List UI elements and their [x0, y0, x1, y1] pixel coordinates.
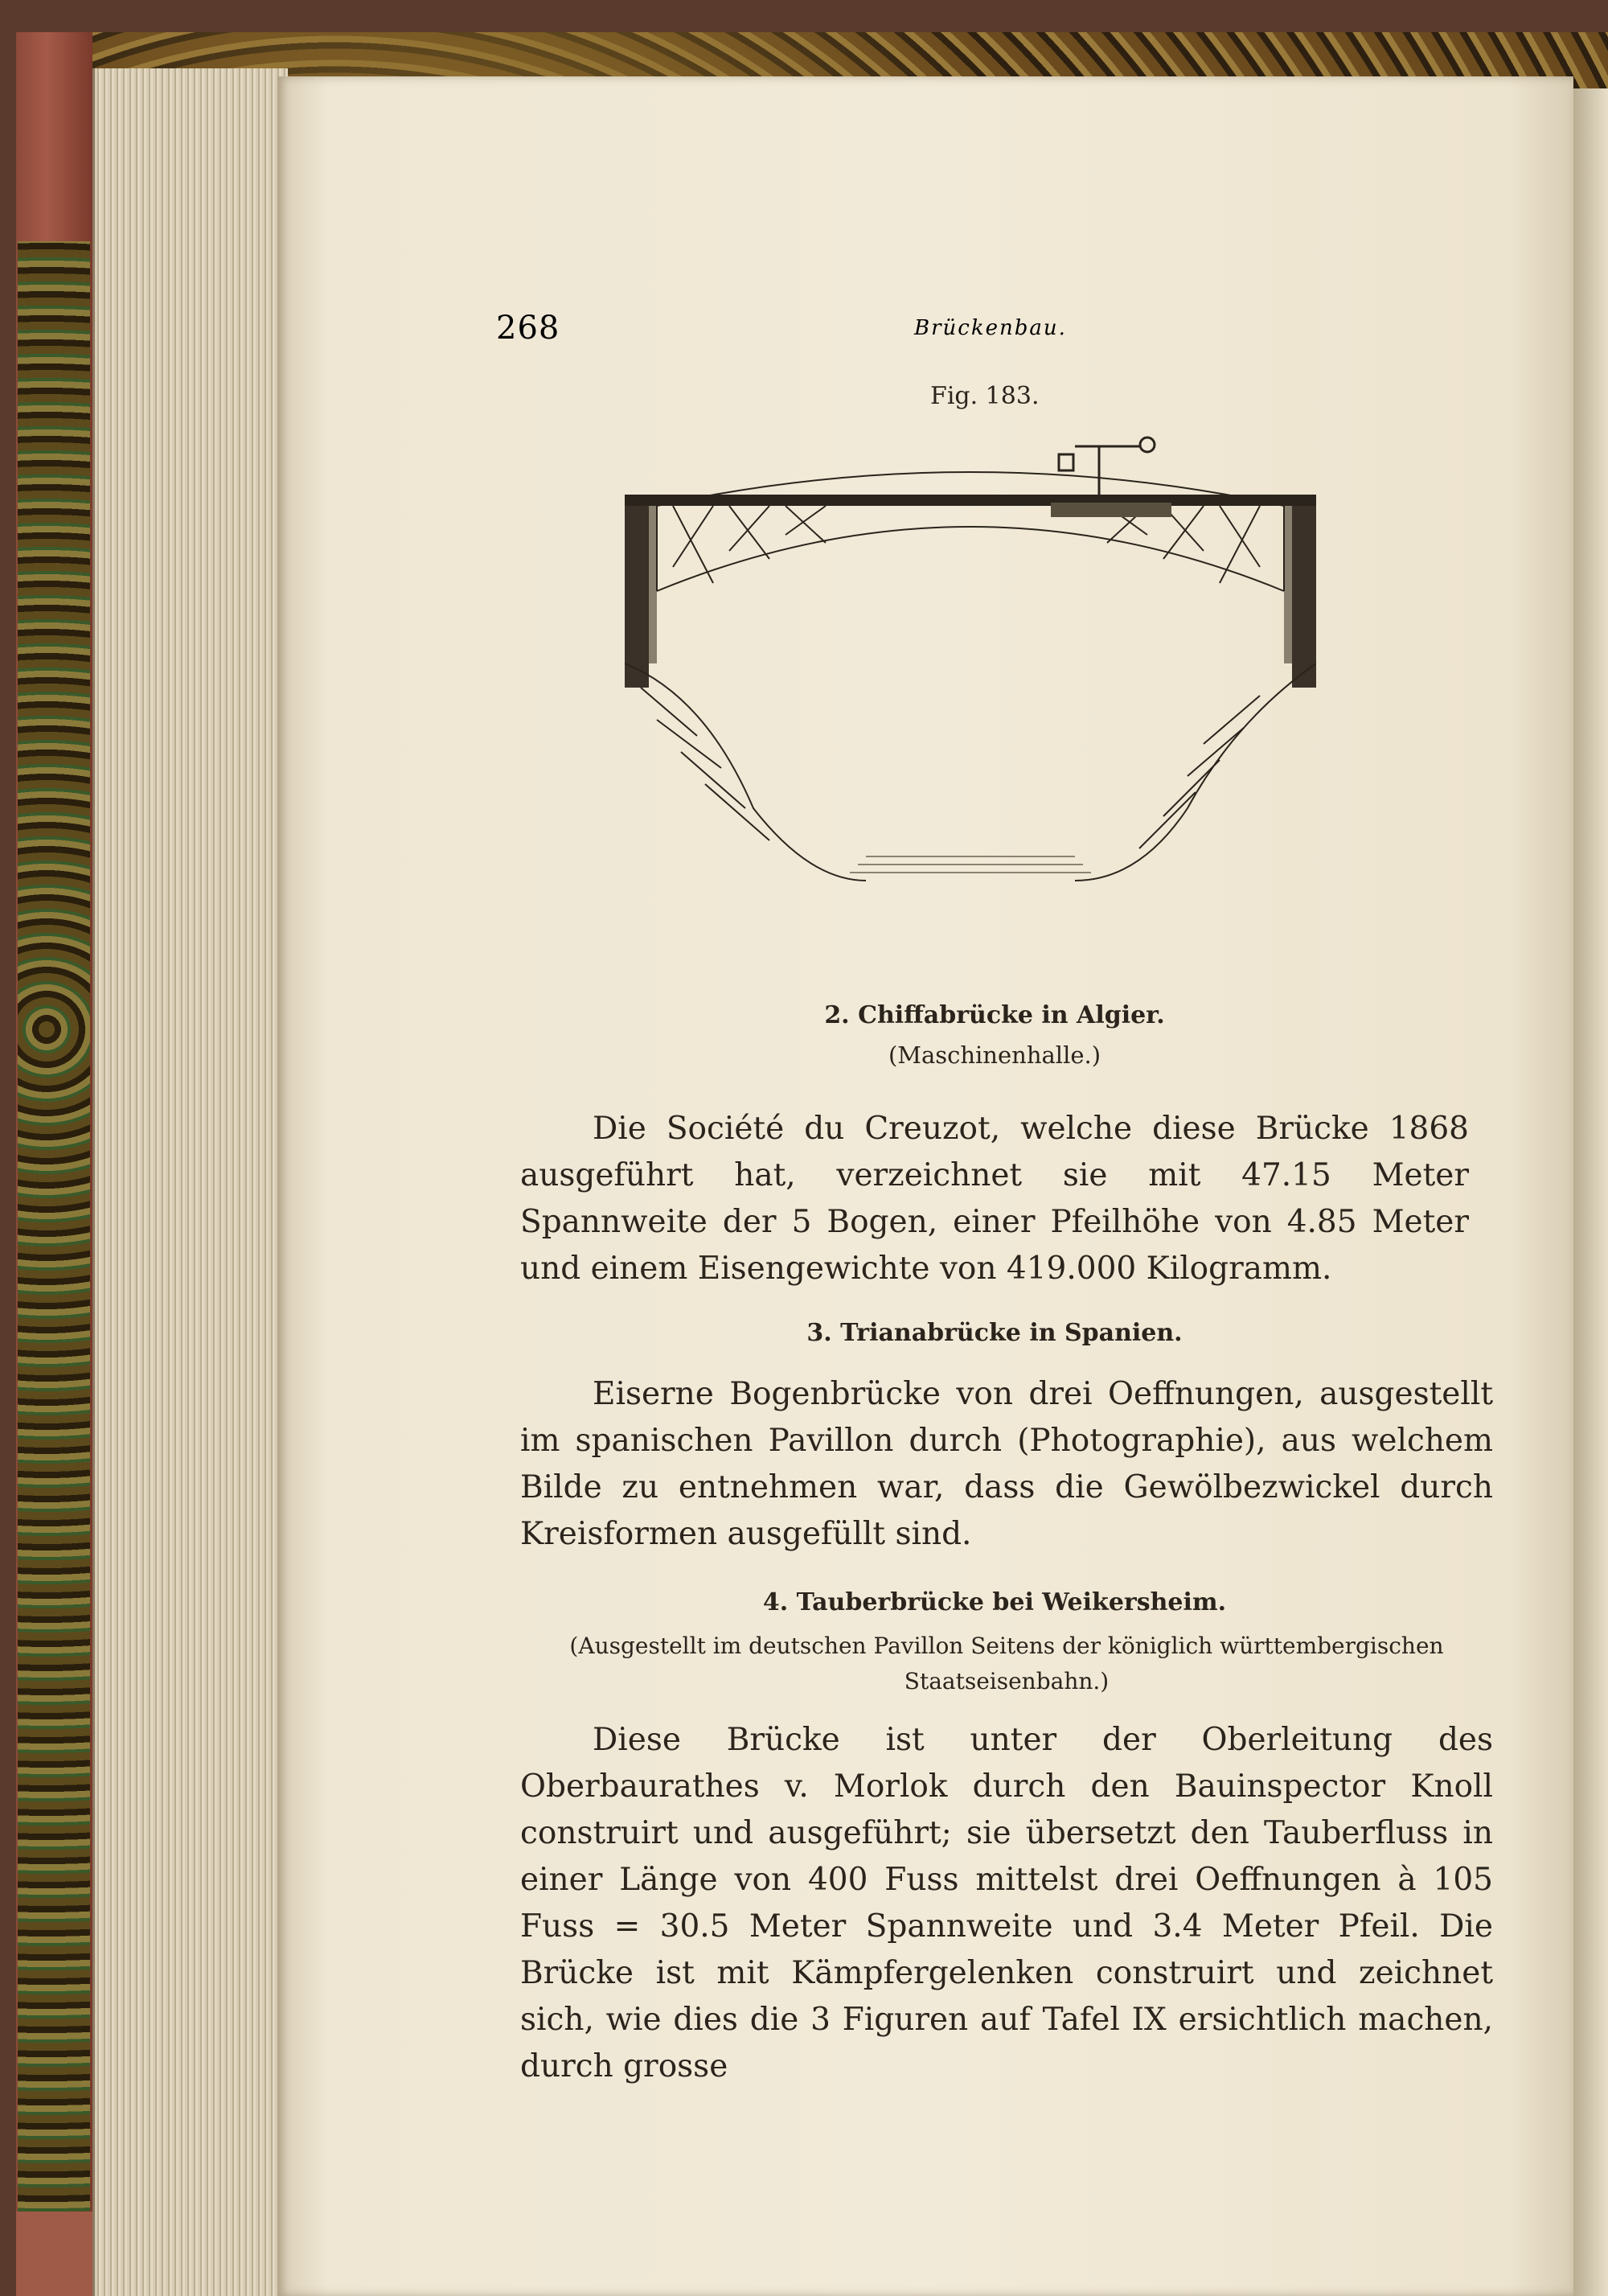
- facing-page-edge: [1573, 88, 1608, 2296]
- figure-label: Fig. 183.: [930, 382, 1040, 410]
- section-subtitle-maschinenhalle: (Maschinenhalle.): [888, 1041, 1101, 1069]
- page-edges: [92, 68, 288, 2296]
- page-header: [496, 310, 1493, 358]
- paragraph-chiffabruecke: Die Société du Creuzot, welche diese Brücke 1868 ausgeführt hat, verzeichnet sie mit 47.15 Meter Spannweite der 5 Bogen, einer Pfeilhöhe von 4.85 Meter und einem Eisengewichte von 419.000 Kilogramm.: [520, 1111, 1469, 1287]
- paragraph-tauberbruecke: Diese Brücke ist unter der Oberleitung des Oberbaurathes v. Morlok durch den Bauinspector Knoll construirt und ausgeführt; sie übersetzt den Tauberfluss in einer Länge von 400 Fuss mittelst drei Oeffnungen à 105 Fuss = 30.5 Meter Spannweite und 3.4 Meter Pfeil. Die Brücke ist mit Kämpfergelenken construirt und zeichnet sich, wie dies die 3 Figuren auf Tafel IX ersichtlich machen, durch grosse: [520, 1722, 1493, 2084]
- section-note-tauberbruecke: (Ausgestellt im deutschen Pavillon Seitens der königlich württembergischen Staatseisenbahn.): [569, 1633, 1444, 1694]
- running-title: Brückenbau.: [914, 316, 1067, 340]
- section-title-chiffabruecke: 2. Chiffabrücke in Algier.: [824, 1001, 1165, 1029]
- marbled-endpaper: [18, 241, 90, 2212]
- cover-corner: [16, 2212, 96, 2296]
- bridge-illustration: [625, 430, 1316, 889]
- section-title-trianabruecke: 3. Trianabrücke in Spanien.: [806, 1319, 1183, 1347]
- section-title-tauberbruecke: 4. Tauberbrücke bei Weikersheim.: [762, 1588, 1227, 1616]
- paragraph-trianabruecke: Eiserne Bogenbrücke von drei Oeffnungen, ausgestellt im spanischen Pavillon durch (Photographie), aus welchem Bilde zu entnehmen war, dass die Gewölbezwickel durch Kreisformen ausgefüllt sind.: [520, 1376, 1493, 1552]
- page-number: 268: [496, 310, 560, 347]
